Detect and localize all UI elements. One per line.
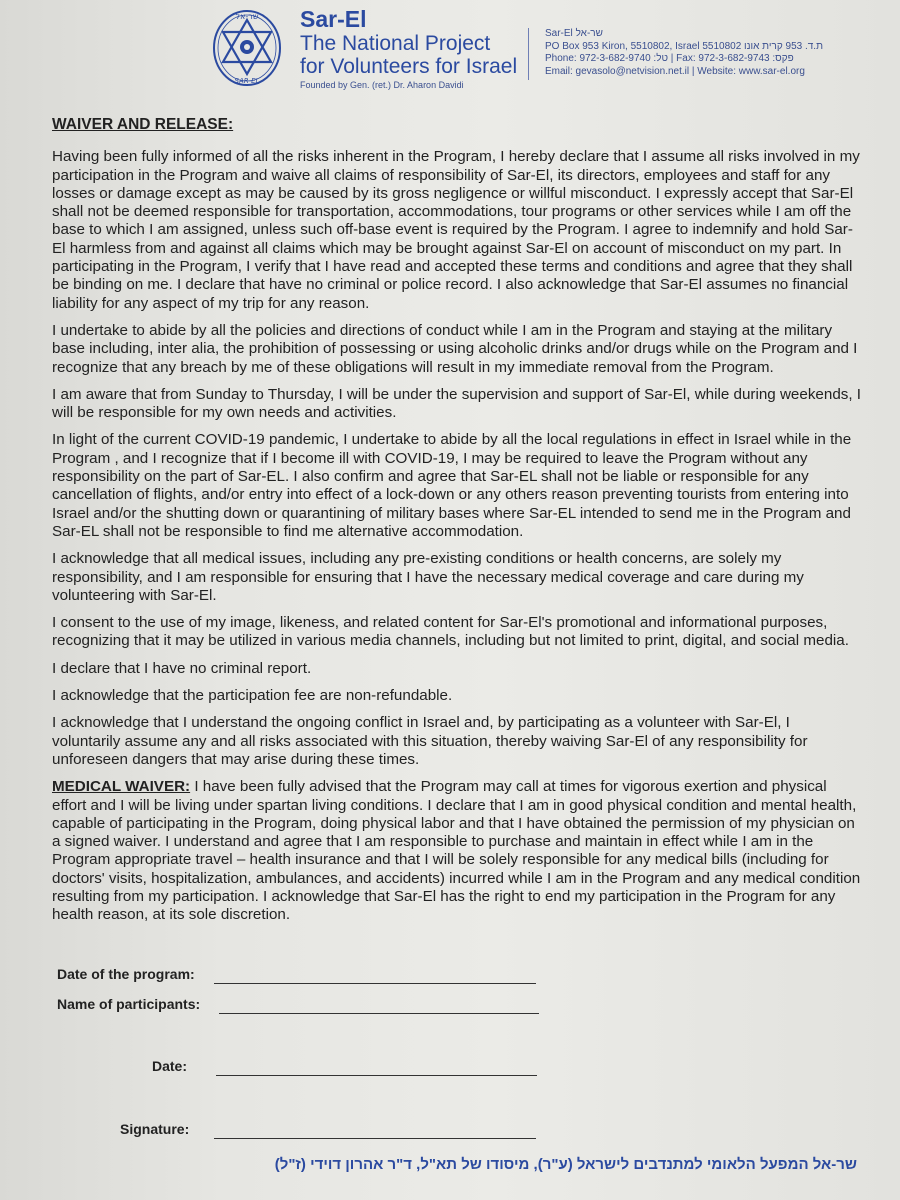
sar-el-logo	[211, 8, 283, 88]
field-signature	[0, 1121, 900, 1141]
field-date	[0, 1058, 900, 1078]
date-input[interactable]	[216, 1075, 537, 1076]
signature-label: Signature:	[120, 1121, 190, 1137]
organization-name: Sar-El	[300, 6, 367, 32]
paragraph-assumption-of-risk: Having been fully informed of all the risks inherent in the Program, I hereby declare that I assume all risks involved in my participation in the Program and waive all claims of responsibility of Sar-El, its directors, employees and staff for any losses or damage except as may be caused by its gross negligence or willful misconduct. I expressly accept that Sar-El shall not be deemed responsible for transportation, accommodations, tour programs or other services while I am off the base to which I am assigned, unless such off-base event is required by the Program. I agree to indemnify and hold Sar-El harmless from and against all claims which may be brought against Sar-El on account of misconduct on my part. In participating in the Program, I verify that I have read and accepted these terms and conditions and agree that they shall be binding on me. I declare that have no criminal or police record. I also acknowledge that Sar-El assumes no financial liability for any aspect of my trip for any reason.	[52, 148, 860, 312]
participants-label: Name of participants:	[57, 996, 201, 1012]
date-of-program-label: Date of the program:	[57, 966, 195, 982]
logo-hebrew-text: שר-אל	[235, 12, 259, 21]
paragraph-conflict: I acknowledge that I understand the ongoing conflict in Israel and, by participating as a volunteer with Sar-El, I voluntarily assume any and all risks associated with this situation, thereby waiving Sar-El of any responsibility for unforeseen dangers that may arise during these times.	[52, 714, 808, 768]
medical-waiver-label: MEDICAL WAIVER:	[52, 778, 191, 796]
signature-input[interactable]	[214, 1138, 536, 1139]
paragraph-medical-issues: I acknowledge that all medical issues, including any pre-existing conditions or health concerns, are solely my responsibility, and I am responsible for ensuring that I have the necessary medical coverage and care during my volunteering with Sar-El.	[52, 550, 804, 604]
contact-block	[545, 28, 823, 78]
letterhead-divider	[528, 28, 529, 80]
date-of-program-input[interactable]	[214, 983, 536, 984]
field-participants	[0, 996, 900, 1016]
contact-line: Sar-El שר-אל	[545, 28, 603, 39]
paragraph-medical-waiver	[52, 778, 862, 924]
paragraph-covid: In light of the current COVID-19 pandemic, I undertake to abide by all the local regulations in effect in Israel while in the Program , and I recognize that if I become ill with COVID-19, I may be required to leave the Program without any responsibility on the part of Sar-EL. I also confirm and agree that Sar-EL shall not be liable or responsible for any cancellation of flights, and/or entry into effect of a lock-down or any others reason preventing tourists from entering into Israel and/or the shutting down or quarantining of military bases where Sar-EL intended to send me in the Program and Sar-EL shall not be responsible to find me alternative accommodation.	[52, 431, 852, 540]
contact-line: Phone: 972-3-682-9740 :טל | Fax: 972-3-682-9743 :פקס	[545, 53, 794, 64]
organization-founder: Founded by Gen. (ret.) Dr. Aharon Davidi	[300, 80, 464, 90]
paragraph-supervision: I am aware that from Sunday to Thursday, I will be under the supervision and support of Sar-El, while during weekends, I will be responsible for my own needs and activities.	[52, 385, 862, 422]
document-body	[52, 116, 862, 934]
paragraph-conduct: I undertake to abide by all the policies and directions of conduct while I am in the Program and staying at the military base including, inter alia, the prohibition of possessing or using alcoholic drinks and/or drugs while on the Program and I recognize that any breach by me of these obligations will result in my immediate removal from the Program.	[52, 321, 858, 376]
document-heading: WAIVER AND RELEASE:	[52, 116, 234, 133]
field-date-of-program	[0, 966, 900, 986]
organization-tagline-2: for Volunteers for Israel	[300, 55, 518, 78]
medical-waiver-text: I have been fully advised that the Program may call at times for vigorous exertion and physical effort and I will be living under spartan living conditions. I declare that I am in good physical condition and mental health, capable of participating in the Program, doing physical labor and that I have obtained the permission of my physician on a signed waiver. I understand and agree that I am responsible to purchase and maintain in effect while I am in the Program appropriate travel – health insurance and that I will be solely responsible for any medical bills (including for doctors' visits, hospitalization, ambulances, and accidents) incurred while I am in the Program and any medical condition resulting from my participation. I acknowledge that Sar-El has the right to end my participation in the Program for any health reason, at its sole discretion.	[52, 778, 861, 924]
date-label: Date:	[152, 1058, 188, 1074]
hebrew-footer: שר-אל המפעל הלאומי למתנדבים לישראל (ע"ר), מיסודו של תא"ל, ד"ר אהרון דוידי (ז"ל)	[274, 1156, 857, 1173]
contact-line: PO Box 953 Kiron, 5510802, Israel 5510802 ת.ד. 953 קרית אונו	[545, 40, 823, 52]
paragraph-image-consent: I consent to the use of my image, likeness, and related content for Sar-El's promotional and informational purposes, recognizing that it may be utilized in various media channels, including but not limited to print, digital, and social media.	[52, 614, 849, 650]
paragraph-criminal-report: I declare that I have no criminal report.	[52, 659, 312, 677]
organization-block	[300, 6, 517, 92]
participants-input[interactable]	[219, 1013, 539, 1014]
organization-tagline-1: The National Project	[300, 32, 491, 55]
paragraph-fee: I acknowledge that the participation fee are non-refundable.	[52, 687, 453, 705]
logo-latin-text: SAR-EL	[234, 77, 260, 85]
contact-line: Email: gevasolo@netvision.net.il | Website: www.sar-el.org	[545, 65, 805, 77]
